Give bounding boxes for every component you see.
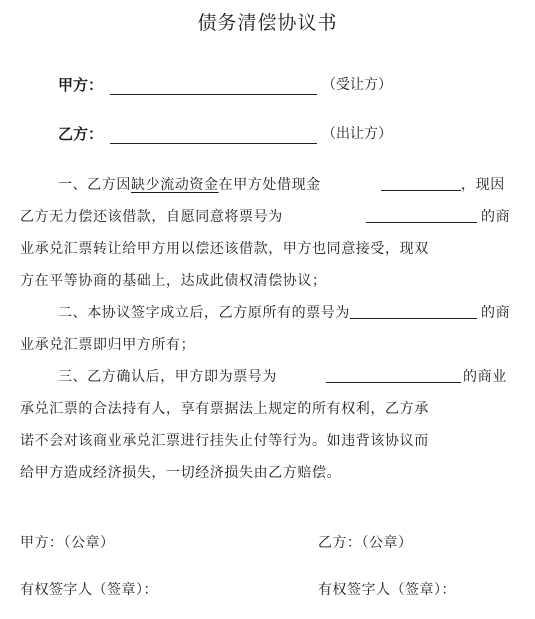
party-b-seal: 乙方：（公章）	[318, 535, 413, 551]
clause-3-line-1-end: 的商业	[463, 369, 507, 385]
party-a-signer: 有权签字人（签章）：	[20, 582, 158, 598]
clause-1-reason: 缺少流动资金	[131, 177, 219, 193]
clause-1-line-2: 乙方无力偿还该借款，自愿同意将票号为	[20, 209, 283, 225]
clause-3-line-3: 诺不会对该商业承兑汇票进行挂失止付等行为。如违背该协议而	[20, 433, 429, 449]
cash-amount-blank[interactable]	[381, 176, 461, 191]
party-a-line	[58, 74, 103, 95]
clause-2-line-1: 二、本协议签字成立后，乙方原所有的票号为	[58, 305, 350, 321]
party-b-label: 乙方：	[58, 125, 104, 143]
clause-2-line-2: 业承兑汇票即归甲方所有；	[20, 337, 196, 353]
clause-3-line-2: 承兑汇票的合法持有人，享有票据法上规定的所有权利，乙方承	[20, 401, 429, 417]
clause-1-line-1	[58, 174, 321, 194]
bill-number-blank-3[interactable]	[326, 368, 461, 383]
clause-2-line-1-end: 的商	[481, 305, 511, 321]
party-a-label: 甲方：	[58, 76, 104, 94]
bill-number-blank-2[interactable]	[350, 304, 477, 319]
party-a-note: （受让方）	[322, 77, 392, 93]
party-a-blank[interactable]	[110, 80, 317, 95]
clause-1-line-2-end: 的商	[481, 209, 511, 225]
clause-1-text-a: 一、乙方因	[58, 177, 131, 193]
clause-3-line-4: 给甲方造成经济损失，一切经济损失由乙方赔偿。	[20, 465, 342, 481]
document-title: 债务清偿协议书	[197, 12, 338, 34]
party-b-line	[58, 123, 103, 144]
party-b-note: （出让方）	[322, 126, 392, 142]
bill-number-blank-1[interactable]	[366, 208, 477, 223]
party-b-blank[interactable]	[110, 129, 317, 144]
clause-1-text-c: 在甲方处借现金	[218, 177, 321, 193]
clause-3-line-1: 三、乙方确认后，甲方即为票号为	[58, 369, 277, 385]
party-b-signer: 有权签字人（签章）：	[318, 582, 456, 598]
party-a-seal: 甲方：（公章）	[20, 535, 115, 551]
clause-1-line-3: 业承兑汇票转让给甲方用以偿还该借款，甲方也同意接受，现双	[20, 241, 429, 257]
clause-1-line-4: 方在平等协商的基础上，达成此债权清偿协议；	[20, 273, 327, 289]
clause-1-text-d: ，现因	[461, 177, 505, 193]
